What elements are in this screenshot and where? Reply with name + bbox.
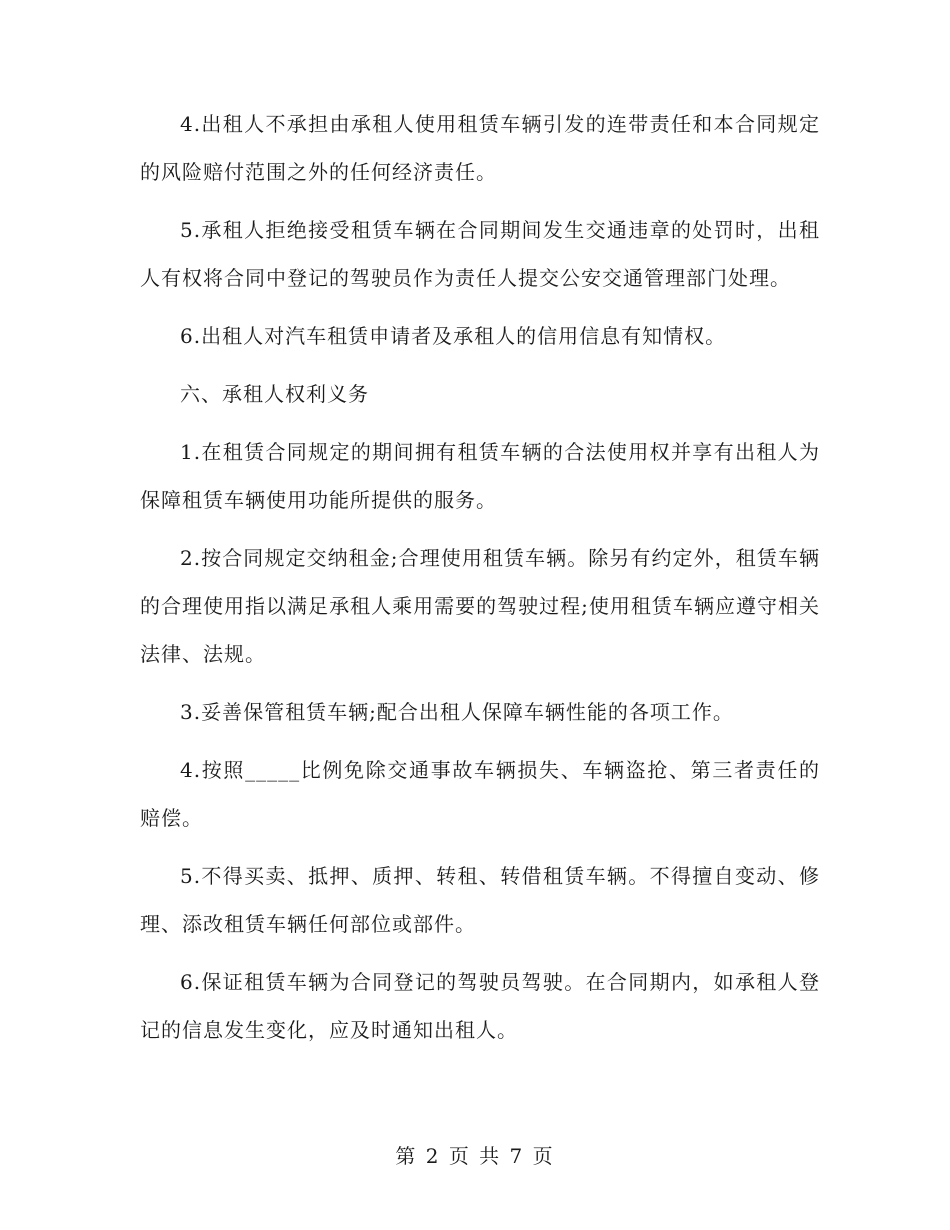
clause-lessee-2: 2.按合同规定交纳租金;合理使用租赁车辆。除另有约定外，租赁车辆的合理使用指以满足承租人乘用需要的驾驶过程;使用租赁车辆应遵守相关法律、法规。: [140, 546, 820, 666]
clause-lessor-5: 5.承租人拒绝接受租赁车辆在合同期间发生交通违章的处罚时，出租人有权将合同中登记的驾驶员作为责任人提交公安交通管理部门处理。: [140, 218, 820, 290]
clause-lessee-6: 6.保证租赁车辆为合同登记的驾驶员驾驶。在合同期内，如承租人登记的信息发生变化，应及时通知出租人。: [140, 970, 820, 1042]
clause-lessee-5: 5.不得买卖、抵押、质押、转租、转借租赁车辆。不得擅自变动、修理、添改租赁车辆任何部位或部件。: [140, 864, 820, 936]
clause-lessee-3: 3.妥善保管租赁车辆;配合出租人保障车辆性能的各项工作。: [180, 700, 734, 724]
document-body: [140, 100, 820, 1064]
clause-lessee-4: 4.按照_____比例免除交通事故车辆损失、车辆盗抢、第三者责任的赔偿。: [140, 758, 820, 830]
clause-lessee-1: 1.在租赁合同规定的期间拥有租赁车辆的合法使用权并享有出租人为保障租赁车辆使用功能所提供的服务。: [140, 440, 820, 512]
page-number-footer: 第 2 页 共 7 页: [395, 1144, 555, 1168]
section-heading-lessee-rights: 六、承租人权利义务: [180, 382, 369, 406]
clause-lessor-6: 6.出租人对汽车租赁申请者及承租人的信用信息有知情权。: [180, 324, 727, 348]
clause-lessor-4: 4.出租人不承担由承租人使用租赁车辆引发的连带责任和本合同规定的风险赔付范围之外的任何经济责任。: [140, 112, 820, 184]
